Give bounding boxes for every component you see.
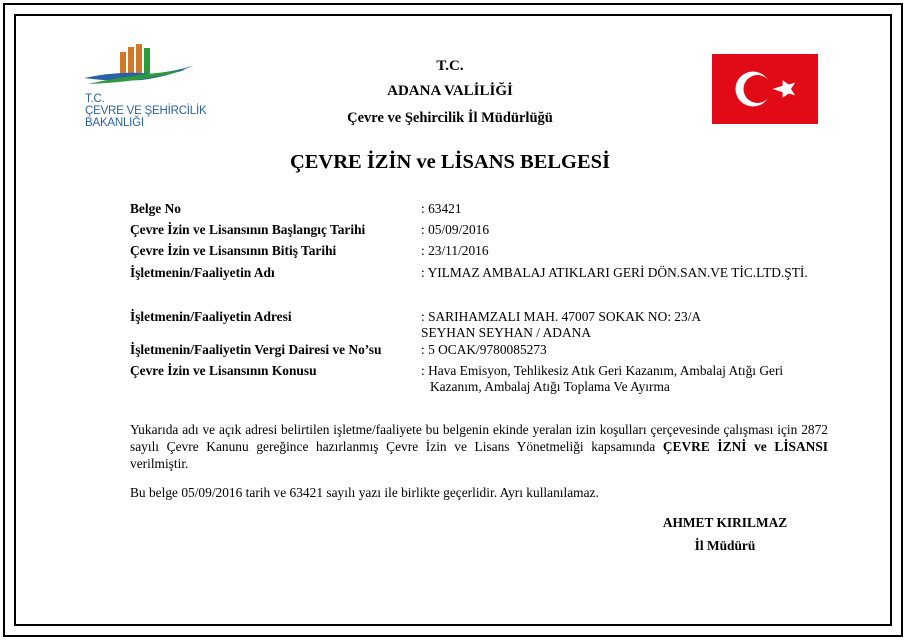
field-label: Çevre İzin ve Lisansının Bitiş Tarihi: [130, 243, 337, 258]
declaration-bold-text: ÇEVRE İZNİ ve LİSANSI: [662, 439, 828, 454]
header-tc: T.C.: [436, 58, 464, 74]
field-value: : 05/09/2016: [421, 222, 490, 237]
document-title: ÇEVRE İZİN ve LİSANS BELGESİ: [289, 151, 611, 173]
field-label: İşletmenin/Faaliyetin Adı: [130, 265, 275, 280]
field-value: : 5 OCAK/9780085273: [421, 342, 547, 357]
field-value: : Hava Emisyon, Tehlikesiz Atık Geri Kazanım, Ambalaj Atığı Geri: [421, 363, 784, 378]
header-governorship: ADANA VALİLİĞİ: [387, 83, 513, 99]
field-value: : SARIHAMZALI MAH. 47007 SOKAK NO: 23/A: [421, 309, 702, 324]
field-value: : 23/11/2016: [421, 243, 489, 258]
validity-paragraph: Bu belge 05/09/2016 tarih ve 63421 sayılı yazı ile birlikte geçerlidir. Ayrı kullanılamaz.: [130, 485, 599, 500]
field-value: : YILMAZ AMBALAJ ATIKLARI GERİ DÖN.SAN.VE TİC.LTD.ŞTİ.: [421, 265, 808, 280]
signatory-title: İl Müdürü: [694, 538, 756, 553]
field-value-line-2: Kazanım, Ambalaj Atığı Toplama Ve Ayırma: [430, 379, 670, 394]
declaration-text: Yukarıda adı ve açık adresi belirtilen işletme/faaliyete bu belgenin ekinde yeralan izin koşulları çerçevesinde çalışması için 2872 sayılı Çevre Kanunu gereğince hazırlanmış Çevre İzin ve Lisans Yönetmeliği kapsamında: [130, 422, 828, 454]
field-label: Belge No: [130, 201, 181, 216]
field-label: İşletmenin/Faaliyetin Adresi: [130, 309, 292, 324]
field-value-line-2: SEYHAN SEYHAN / ADANA: [421, 325, 591, 340]
field-label: İşletmenin/Faaliyetin Vergi Dairesi ve No’su: [130, 342, 382, 357]
header-directorate: Çevre ve Şehircilik İl Müdürlüğü: [347, 110, 553, 126]
signatory-name: AHMET KIRILMAZ: [662, 515, 788, 530]
logo-line-3: BAKANLIĞI: [85, 117, 144, 129]
logo-line-2: ÇEVRE VE ŞEHİRCİLİK: [85, 105, 207, 117]
field-label: Çevre İzin ve Lisansının Başlangıç Tarihi: [130, 222, 366, 237]
logo-line-1: T.C.: [85, 93, 105, 105]
declaration-paragraph: [130, 421, 828, 472]
field-label: Çevre İzin ve Lisansının Konusu: [130, 363, 317, 378]
declaration-tail: verilmiştir.: [130, 456, 189, 471]
turkish-flag-icon: [712, 54, 818, 124]
field-value: : 63421: [421, 201, 462, 216]
ministry-logo-text: [85, 93, 206, 129]
